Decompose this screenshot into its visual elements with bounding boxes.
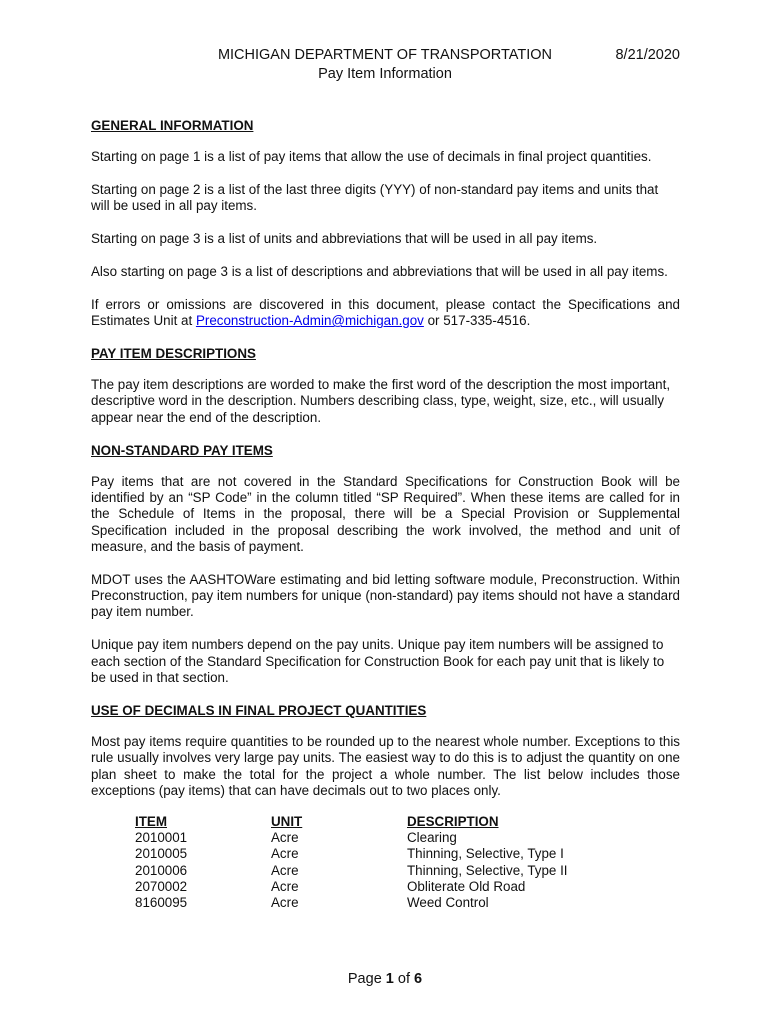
of-label: of <box>397 971 410 987</box>
cell-unit: Acre <box>271 862 299 878</box>
cell-unit: Acre <box>271 878 299 894</box>
table-header-row <box>135 814 667 830</box>
general-paragraph-5 <box>91 297 680 330</box>
document-title: Pay Item Information <box>318 66 452 82</box>
page-label: Page <box>347 971 382 987</box>
column-header-description: DESCRIPTION <box>407 813 499 829</box>
cell-item: 2010001 <box>135 829 188 845</box>
pay-item-descriptions-heading: PAY ITEM DESCRIPTIONS <box>91 345 256 361</box>
general-paragraph-3: Starting on page 3 is a list of units and abbreviations that will be used in all pay items. <box>91 231 598 247</box>
non-standard-paragraph-3: Unique pay item numbers depend on the pay units. Unique pay item numbers will be assigned to each section of the Standard Specification for Construction Book for each pay unit that is likely to be used in that section. <box>91 637 665 685</box>
cell-description: Thinning, Selective, Type I <box>407 846 564 862</box>
column-header-item: ITEM <box>135 813 167 829</box>
cell-description: Clearing <box>407 829 457 845</box>
descriptions-paragraph-1: The pay item descriptions are worded to make the first word of the description the most important, descriptive word in the description. Numbers describing class, type, weight, size, etc., will usually appear near the end of the description. <box>91 377 671 425</box>
document-date: 8/21/2020 <box>615 47 680 63</box>
table-row <box>135 879 667 895</box>
page-footer <box>0 971 770 987</box>
cell-unit: Acre <box>271 829 299 845</box>
general-paragraph-4: Also starting on page 3 is a list of descriptions and abbreviations that will be used in all pay items. <box>91 263 668 279</box>
cell-description: Weed Control <box>407 895 489 911</box>
non-standard-pay-items-section <box>91 443 680 687</box>
page-total: 6 <box>414 971 423 987</box>
contact-email-link[interactable]: Preconstruction-Admin@michigan.gov <box>195 313 424 329</box>
general-information-section <box>91 118 680 329</box>
page-number: 1 <box>385 971 394 987</box>
cell-item: 2010006 <box>135 862 188 878</box>
cell-unit: Acre <box>271 846 299 862</box>
non-standard-paragraph-2: MDOT uses the AASHTOWare estimating and bid letting software module, Preconstruction. Within Preconstruction, pay item numbers for unique (non-standard) pay items should not have a standard pay item number. <box>91 571 680 620</box>
decimals-heading: USE OF DECIMALS IN FINAL PROJECT QUANTITIES <box>91 702 427 718</box>
cell-item: 8160095 <box>135 895 188 911</box>
contact-text-before: If errors or omissions are discovered in this document, please contact the Specifications and Estimates Unit at <box>91 296 680 329</box>
table-row <box>135 863 667 879</box>
decimals-section <box>91 703 680 912</box>
contact-text-after: or 517-335-4516. <box>423 313 531 329</box>
agency-name: MICHIGAN DEPARTMENT OF TRANSPORTATION <box>217 47 553 63</box>
column-header-unit: UNIT <box>271 813 303 829</box>
table-row <box>135 895 667 911</box>
cell-unit: Acre <box>271 895 299 911</box>
cell-item: 2070002 <box>135 878 188 894</box>
general-information-heading: GENERAL INFORMATION <box>91 118 254 133</box>
table-row <box>135 830 667 846</box>
document-body <box>91 118 680 911</box>
non-standard-heading: NON-STANDARD PAY ITEMS <box>91 442 273 458</box>
non-standard-paragraph-1: Pay items that are not covered in the Standard Specifications for Construction Book will be identified by an “SP Code” in the column titled “SP Required”. When these items are called for in the Schedule of Items in the proposal, there will be a Special Provision or Supplemental Specification included in the proposal describing the work involved, the method and unit of measure, and the basis of payment. <box>91 473 680 555</box>
decimal-pay-items-table <box>135 814 667 912</box>
pay-item-descriptions-section <box>91 346 680 426</box>
decimals-paragraph-1: Most pay items require quantities to be rounded up to the nearest whole number. Exceptions to this rule usually involves very large pay units. The easiest way to do this is to adjust the quantity on one plan sheet to make the total for the project a whole number. The list below includes those exceptions (pay items) that can have decimals out to two places only. <box>91 733 680 798</box>
general-paragraph-1: Starting on page 1 is a list of pay items that allow the use of decimals in final project quantities. <box>91 149 652 165</box>
general-paragraph-2: Starting on page 2 is a list of the last three digits (YYY) of non-standard pay items and units that will be used in all pay items. <box>91 182 659 214</box>
table-row <box>135 846 667 862</box>
cell-description: Obliterate Old Road <box>407 878 526 894</box>
cell-item: 2010005 <box>135 846 188 862</box>
cell-description: Thinning, Selective, Type II <box>407 862 568 878</box>
